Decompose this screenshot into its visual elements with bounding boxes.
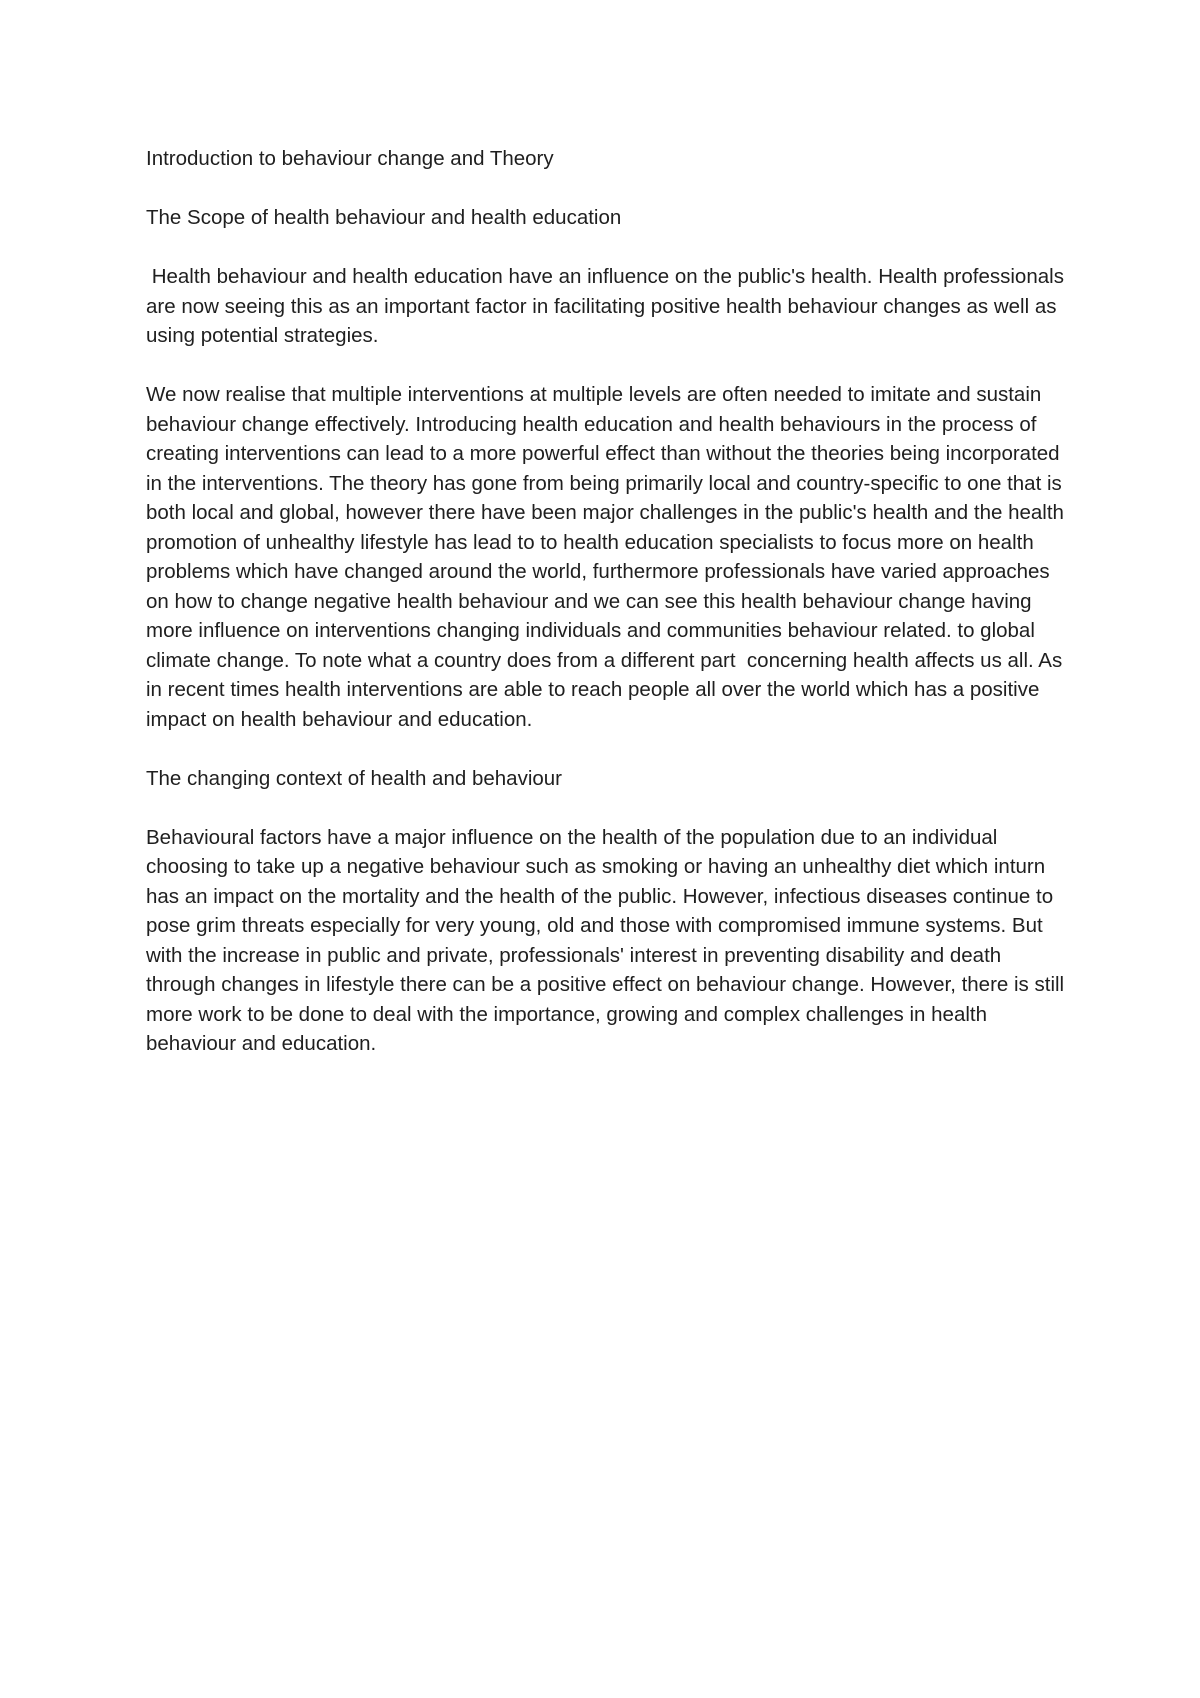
paragraph-scope-2: We now realise that multiple interventions at multiple levels are often needed to imitate and sustain behaviour change effectively. Introducing health education and health behaviours in the process of creating interventions can lead to a more powerful effect than without the theories being incorporated in the interventions. The theory has gone from being primarily local and country-specific to one that is both local and global, however there have been major challenges in the public's health and the health promotion of unhealthy lifestyle has lead to to health education specialists to focus more on health problems which have changed around the world, furthermore professionals have varied approaches on how to change negative health behaviour and we can see this health behaviour change having more influence on interventions changing individuals and communities behaviour related. to global climate change. To note what a country does from a different part concerning health affects us all. As in recent times health interventions are able to reach people all over the world which has a positive impact on health behaviour and education.	[146, 383, 1070, 731]
section-heading-scope: The Scope of health behaviour and health education	[146, 206, 622, 229]
paragraph-scope-1: Health behaviour and health education have an influence on the public's health. Health professionals are now seeing this as an important factor in facilitating positive health behaviour changes as well as using potential strategies.	[146, 265, 1070, 347]
section-heading-context: The changing context of health and behaviour	[146, 766, 562, 790]
document-body	[146, 144, 1076, 1088]
paragraph-context-1: Behavioural factors have a major influence on the health of the population due to an individual choosing to take up a negative behaviour such as smoking or having an unhealthy diet which inturn has an impact on the mortality and the health of the public. However, infectious diseases continue to pose grim threats especially for very young, old and those with compromised immune systems. But with the increase in public and private, professionals' interest in preventing disability and death through changes in lifestyle there can be a positive effect on behaviour change. However, there is still more work to be done to deal with the importance, growing and complex challenges in health behaviour and education.	[146, 825, 1070, 1055]
document-title: Introduction to behaviour change and Theory	[146, 147, 554, 170]
